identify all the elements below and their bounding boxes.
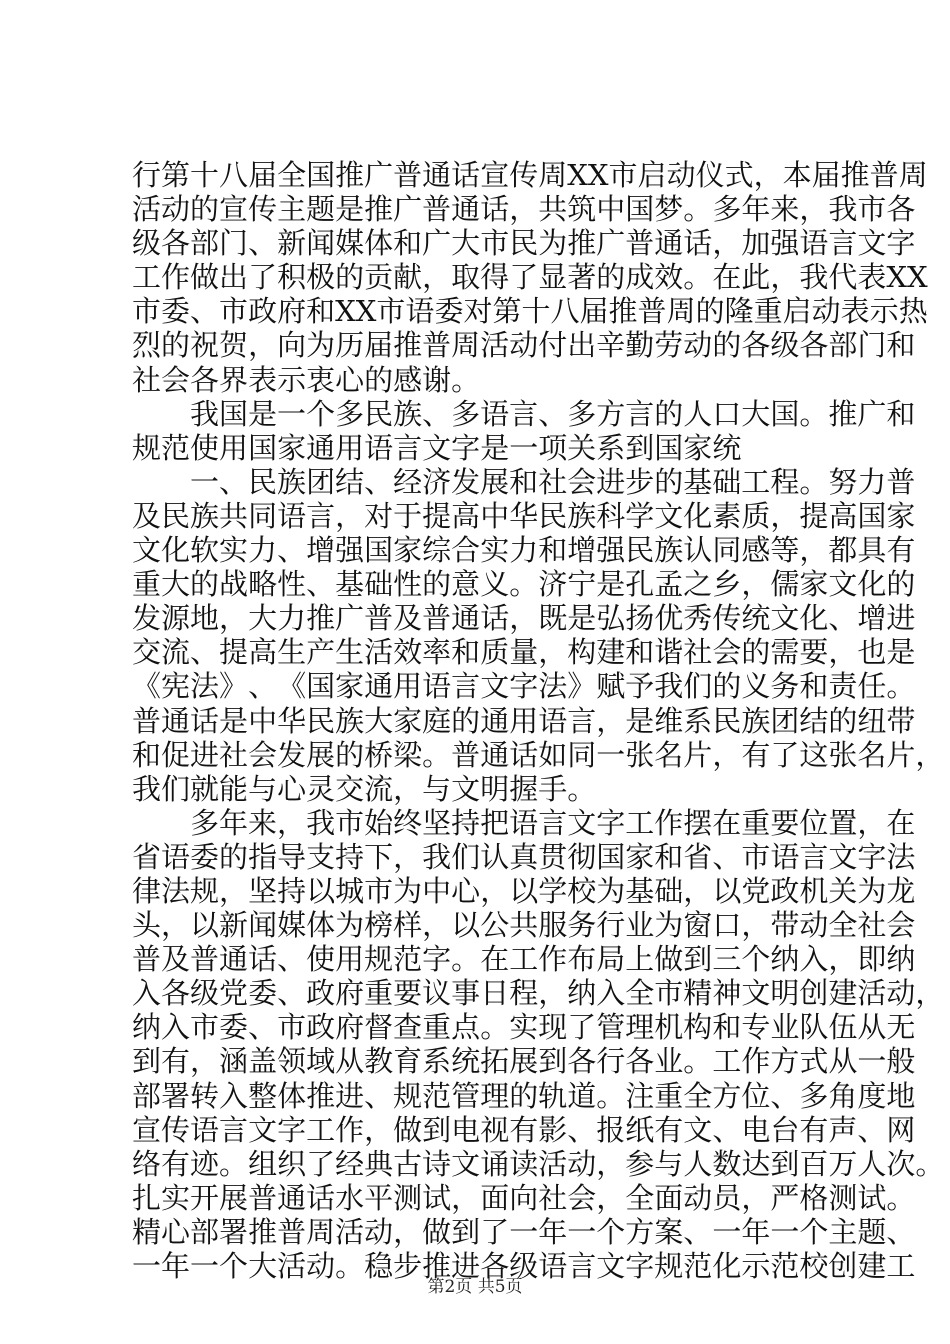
text-line: 一 、 民 族 团 结 、 经 济 发 展 和 社 会 进 步 的 基 础 工 程 。 努 力 普 <box>190 464 916 499</box>
text-line: 级 各 部 门 、 新 闻 媒 体 和 广 大 市 民 为 推 广 普 通 话 ， 加 强 语 言 文 字 <box>132 226 916 261</box>
text-line: 部 署 转 入 整 体 推 进 、 规 范 管 理 的 轨 道 。 注 重 全 方 位 、 多 角 度 地 <box>132 1078 916 1113</box>
text-line: 入 各 级 党 委 、 政 府 重 要 议 事 日 程 ， 纳 入 全 市 精 神 文 明 创 建 活 动 ， <box>132 976 945 1011</box>
page-footer: 第2页 共5页 <box>427 1277 523 1297</box>
text-line: 重 大 的 战 略 性 、 基 础 性 的 意 义 。 济 宁 是 孔 孟 之 乡 ， 儒 家 文 化 的 <box>132 567 916 602</box>
text-line: 省 语 委 的 指 导 支 持 下 ， 我 们 认 真 贯 彻 国 家 和 省 、 市 语 言 文 字 法 <box>132 839 916 874</box>
text-line: 纳 入 市 委 、 市 政 府 督 查 重 点 。 实 现 了 管 理 机 构 和 专 业 队 伍 从 无 <box>132 1010 916 1045</box>
text-line: 活 动 的 宣 传 主 题 是 推 广 普 通 话 ， 共 筑 中 国 梦 。 多 年 来 ， 我 市 各 <box>132 192 916 227</box>
text-line: 扎 实 开 展 普 通 话 水 平 测 试 ， 面 向 社 会 ， 全 面 动 员 ， 严 格 测 试 。 <box>132 1180 916 1215</box>
text-line: 规 范 使 用 国 家 通 用 语 言 文 字 是 一 项 关 系 到 国 家 统 <box>132 430 742 465</box>
text-line: 精 心 部 署 推 普 周 活 动 ， 做 到 了 一 年 一 个 方 案 、 一 年 一 个 主 题 、 <box>132 1214 916 1249</box>
text-line: 络 有 迹 。 组 织 了 经 典 古 诗 文 诵 读 活 动 ， 参 与 人 数 达 到 百 万 人 次 。 <box>132 1146 945 1181</box>
text-line: 律 法 规 ， 坚 持 以 城 市 为 中 心 ， 以 学 校 为 基 础 ， 以 党 政 机 关 为 龙 <box>132 873 916 908</box>
text-line: 社 会 各 界 表 示 衷 心 的 感 谢 。 <box>132 362 481 397</box>
text-line: 到 有 ， 涵 盖 领 域 从 教 育 系 统 拓 展 到 各 行 各 业 。 工 作 方 式 从 一 般 <box>132 1044 916 1079</box>
text-line: 头 ， 以 新 闻 媒 体 为 榜 样 ， 以 公 共 服 务 行 业 为 窗 口 ， 带 动 全 社 会 <box>132 908 916 943</box>
text-line: 及 民 族 共 同 语 言 ， 对 于 提 高 中 华 民 族 科 学 文 化 素 质 ， 提 高 国 家 <box>132 498 916 533</box>
text-line: 普 通 话 是 中 华 民 族 大 家 庭 的 通 用 语 言 ， 是 维 系 民 族 团 结 的 纽 带 <box>132 703 916 738</box>
text-line: 普 及 普 通 话 、 使 用 规 范 字 。 在 工 作 布 局 上 做 到 三 个 纳 入 ， 即 纳 <box>132 942 916 977</box>
text-line: 宣 传 语 言 文 字 工 作 ， 做 到 电 视 有 影 、 报 纸 有 文 、 电 台 有 声 、 网 <box>132 1112 916 1147</box>
text-line: 行 第 十 八 届 全 国 推 广 普 通 话 宣 传 周 XX 市 启 动 仪 式 ， 本 届 推 普 周 <box>132 158 928 192</box>
text-line: 一 年 一 个 大 活 动 。 稳 步 推 进 各 级 语 言 文 字 规 范 化 示 范 校 创 建 工 <box>132 1249 916 1283</box>
text-line: 我 们 就 能 与 心 灵 交 流 ， 与 文 明 握 手 。 <box>132 771 597 806</box>
text-line: 我 国 是 一 个 多 民 族 、 多 语 言 、 多 方 言 的 人 口 大 国 。 推 广 和 <box>190 396 916 431</box>
text-line: 工 作 做 出 了 积 极 的 贡 献 ， 取 得 了 显 著 的 成 效 。 在 此 ， 我 代 表 XX <box>132 260 928 295</box>
text-line: 市 委 、 市 政 府 和 XX 市 语 委 对 第 十 八 届 推 普 周 的 隆 重 启 动 表 示 热 <box>132 294 928 329</box>
text-line: 和 促 进 社 会 发 展 的 桥 梁 。 普 通 话 如 同 一 张 名 片 ， 有 了 这 张 名 片 ， <box>132 737 945 772</box>
text-line: 烈 的 祝 贺 ， 向 为 历 届 推 普 周 活 动 付 出 辛 勤 劳 动 的 各 级 各 部 门 和 <box>132 328 916 363</box>
body-text <box>132 158 945 1283</box>
text-line: 交 流 、 提 高 生 产 生 活 效 率 和 质 量 ， 构 建 和 谐 社 会 的 需 要 ， 也 是 <box>132 635 916 670</box>
text-line: 多 年 来 ， 我 市 始 终 坚 持 把 语 言 文 字 工 作 摆 在 重 要 位 置 ， 在 <box>190 805 916 840</box>
text-line: 《 宪 法 》 、 《 国 家 通 用 语 言 文 字 法 》 赋 予 我 们 的 义 务 和 责 任 。 <box>132 669 916 704</box>
text-line: 发 源 地 ， 大 力 推 广 普 及 普 通 话 ， 既 是 弘 扬 优 秀 传 统 文 化 、 增 进 <box>132 601 916 636</box>
text-line: 文 化 软 实 力 、 增 强 国 家 综 合 实 力 和 增 强 民 族 认 同 感 等 ， 都 具 有 <box>132 533 916 568</box>
